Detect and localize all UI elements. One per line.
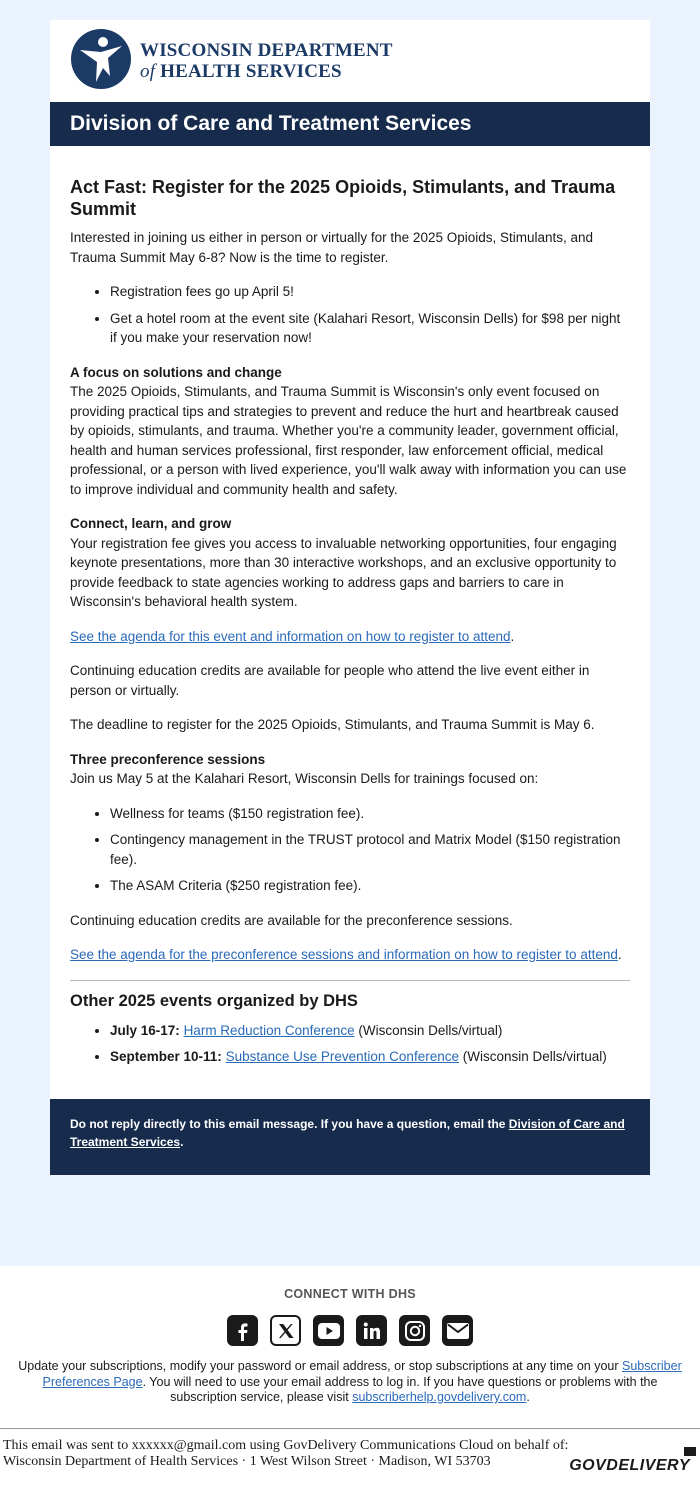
x-icon[interactable] xyxy=(270,1315,301,1346)
subscription-text: Update your subscriptions, modify your password or email address, or stop subscriptions at any time on your xyxy=(18,1359,622,1373)
agenda-paragraph xyxy=(70,627,630,647)
harm-reduction-link[interactable]: Harm Reduction Conference xyxy=(183,1022,355,1038)
divider xyxy=(70,980,630,981)
connect-body: Your registration fee gives you access to invaluable networking opportunities, four engaging keynote presentations, more than 30 interactive workshops, and an exclusive opportunity to provide feedback to state agencies working to address gaps and barriers to care in Wisconsin's behavioral health system. xyxy=(70,535,617,609)
subscriber-preferences-link[interactable]: Subscriber Preferences Page xyxy=(42,1359,682,1389)
period: . xyxy=(510,628,515,644)
header-logo xyxy=(50,20,650,102)
envelope-icon xyxy=(684,1447,696,1456)
linkedin-icon[interactable] xyxy=(356,1315,387,1346)
list-item: • Wellness for teams ($150 registration fee). xyxy=(110,804,630,824)
list-item xyxy=(110,1047,630,1067)
connect-title: CONNECT WITH DHS xyxy=(284,1287,416,1301)
org-name-of: of xyxy=(140,61,156,82)
connect-heading: Connect, learn, and grow xyxy=(70,516,232,531)
subscription-text: . You will need to use your email address to log in. If you have questions or problems with the subscription service, please visit xyxy=(142,1374,658,1404)
prevention-link[interactable]: Substance Use Prevention Conference xyxy=(225,1049,459,1064)
email-card xyxy=(50,20,650,1175)
period: . xyxy=(617,947,622,962)
subscriber-help-link[interactable]: subscriberhelp.govdelivery.com xyxy=(352,1390,527,1404)
dhs-logo-icon xyxy=(70,28,132,90)
preconference-ce: Continuing education credits are available for the preconference sessions. xyxy=(70,912,513,928)
ce-paragraph: Continuing education credits are available for people who attend the live event either in person or virtually. xyxy=(70,663,590,698)
other-events-heading: Other 2025 events organized by DHS xyxy=(70,991,358,1010)
article-body xyxy=(50,146,650,1099)
connect-section-footer xyxy=(0,1266,700,1428)
list-item: • Registration fees go up April 5! xyxy=(110,282,630,302)
email-icon[interactable] xyxy=(442,1315,473,1346)
subscription-notice xyxy=(18,1359,682,1406)
intro-paragraph: Interested in joining us either in person or virtually for the 2025 Opioids, Stimulants, and Trauma Summit May 6-8? Now is the time to register. xyxy=(70,230,594,265)
event-location: (Wisconsin Dells/virtual) xyxy=(354,1022,503,1038)
org-name-line2 xyxy=(140,61,393,82)
division-banner: Division of Care and Treatment Services xyxy=(50,102,650,146)
reply-notice xyxy=(50,1099,650,1175)
connect-section xyxy=(70,514,630,612)
facebook-icon[interactable] xyxy=(227,1315,258,1346)
focus-section xyxy=(70,363,630,500)
sent-info-text: This email was sent to xxxxxx@gmail.com using GovDelivery Communications Cloud on behalf of: Wisconsin Department of Health Services · 1 West Wilson Street · Madison, WI 53703 xyxy=(3,1438,569,1469)
preconference-agenda-link[interactable]: See the agenda for the preconference sessions and information on how to register to attend xyxy=(70,947,618,962)
period: . xyxy=(180,1134,184,1149)
deadline-paragraph: The deadline to register for the 2025 Opioids, Stimulants, and Trauma Summit is May 6. xyxy=(70,717,595,732)
social-links xyxy=(0,1315,700,1346)
preconference-list xyxy=(70,804,630,896)
sent-info-bar xyxy=(0,1428,700,1493)
instagram-icon[interactable] xyxy=(399,1315,430,1346)
other-events-list xyxy=(70,1021,630,1067)
list-item: • The ASAM Criteria ($250 registration fee). xyxy=(110,876,630,896)
preconference-heading: Three preconference sessions xyxy=(70,751,266,767)
event-location: (Wisconsin Dells/virtual) xyxy=(458,1049,607,1064)
govdelivery-logo[interactable]: GOVDELIVERY xyxy=(569,1457,690,1474)
preconference-link-paragraph xyxy=(70,945,630,965)
focus-body: The 2025 Opioids, Stimulants, and Trauma Summit is Wisconsin's only event focused on providing practical tips and strategies to prevent and reduce the hurt and heartbreak caused by opioids, stimulants, and trauma. Whether you're a community leader, government official, health and human services professional, first responder, law enforcement official, medical professional, or a person with lived experience, you'll walk away with information you can use to improve individual and community health and safety. xyxy=(70,384,627,497)
agenda-link[interactable]: See the agenda for this event and information on how to register to attend xyxy=(70,628,511,644)
period: . xyxy=(526,1390,530,1404)
org-name-line1: WISCONSIN DEPARTMENT xyxy=(140,40,393,61)
focus-heading: A focus on solutions and change xyxy=(70,364,282,380)
event-date: July 16-17: xyxy=(110,1022,180,1038)
org-name xyxy=(140,40,393,82)
org-name-rest: HEALTH SERVICES xyxy=(160,61,342,82)
list-item: • Get a hotel room at the event site (Kalahari Resort, Wisconsin Dells) for $98 per night if you make your reservation now! xyxy=(110,309,630,348)
division-email-link[interactable]: Division of Care and Treatment Services xyxy=(70,1116,625,1149)
reply-notice-text: Do not reply directly to this email message. If you have a question, email the xyxy=(70,1116,509,1131)
youtube-icon[interactable] xyxy=(313,1315,344,1346)
preconference-intro: Join us May 5 at the Kalahari Resort, Wisconsin Dells for trainings focused on: xyxy=(70,771,539,786)
intro-list xyxy=(70,282,630,348)
preconference-section xyxy=(70,750,630,789)
list-item xyxy=(110,1021,630,1041)
event-date: September 10-11: xyxy=(110,1049,222,1064)
list-item: • Contingency management in the TRUST protocol and Matrix Model ($150 registration fee). xyxy=(110,830,630,869)
article-title: Act Fast: Register for the 2025 Opioids, Stimulants, and Trauma Summit xyxy=(70,177,616,219)
